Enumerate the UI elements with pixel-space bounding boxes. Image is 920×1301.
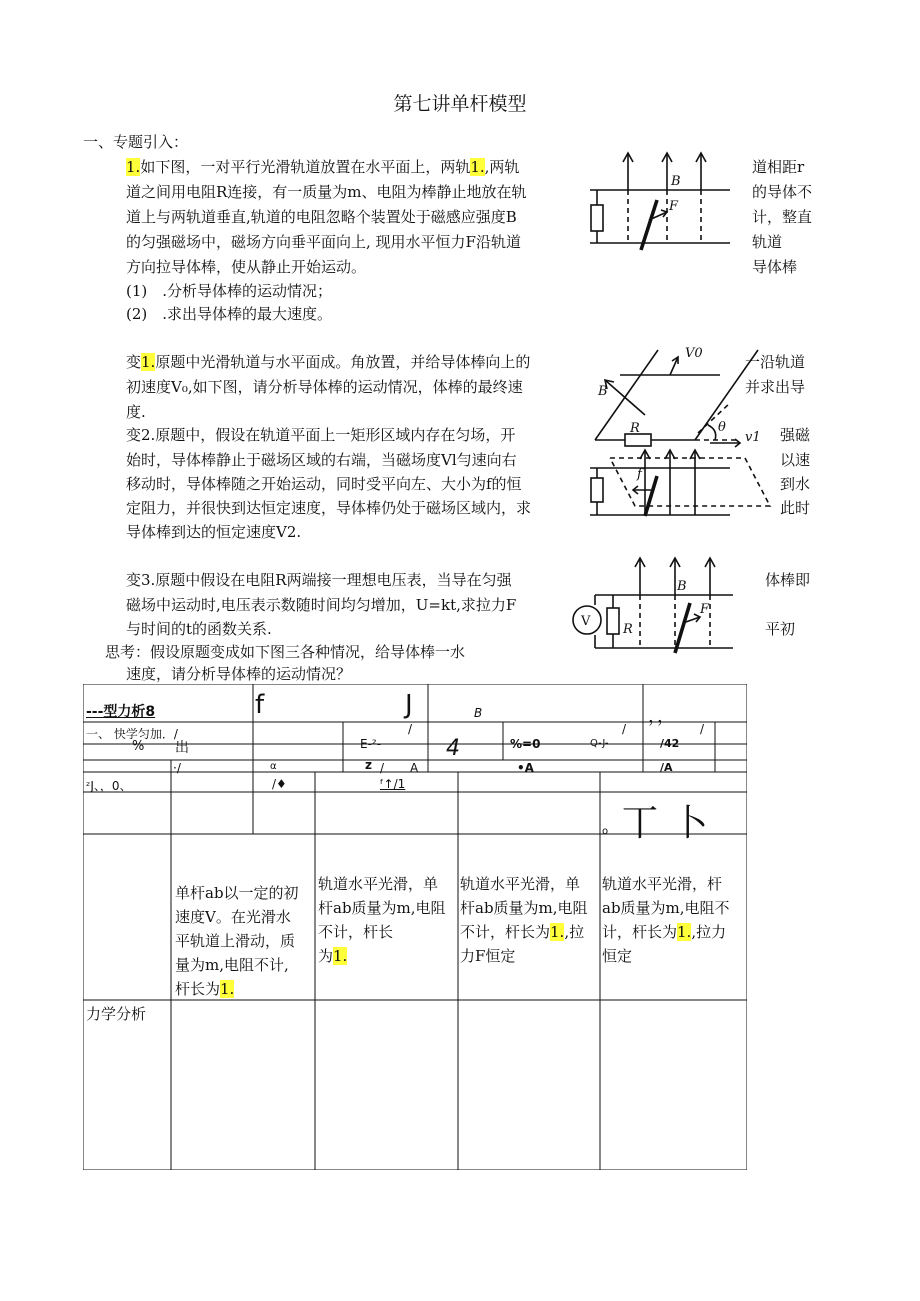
conductor-rod [675, 603, 690, 653]
table-fragment: α [270, 761, 277, 772]
table-fragment: ᶠ↑/1 [380, 777, 406, 791]
table-fragment: % [132, 739, 145, 754]
resistor [607, 608, 619, 634]
v2-line-2: 始时，导体棒静止于磁场区域的右端，当磁场度Vl勻速向右 [126, 451, 517, 469]
v2-side-2: 以速 [780, 451, 811, 469]
table-fragment: / [700, 722, 705, 736]
section-heading: 一、专题引入： [83, 133, 189, 151]
table-fragment: %=0 [510, 737, 541, 751]
table-row-label-mechanics: 力学分析 [86, 1005, 147, 1023]
table-cell-case-2: 轨道水平光滑，单 杆ab质量为m,电阻 不计，杆长 为1. [318, 875, 446, 965]
label-R: R [623, 622, 633, 637]
table-fragment: E-²- [360, 737, 382, 751]
figure-horizontal-rails [585, 150, 745, 255]
table-fragment: o [602, 826, 609, 837]
q1-side-4: 轨道 [752, 233, 783, 251]
q1-line-3: 道上与两轨道垂直,轨道的电阻忽略个装置处于磁感应强度B [126, 208, 517, 226]
figure-voltmeter [565, 555, 745, 660]
v2-line-4: 定阻力，并很快到达恒定速度，导体棒仍处于磁场区域内，求 [126, 499, 532, 517]
think-line-2: 速度，请分析导体棒的运动情况？ [126, 665, 352, 683]
v1-side-2: 并求出导 [745, 378, 806, 396]
table-fragment: 4 [446, 736, 460, 761]
label-B: B [598, 384, 608, 399]
q1-side-2: 的导体不 [752, 183, 813, 201]
table-fragment: •A [517, 761, 534, 775]
table-fragment: J [405, 690, 413, 720]
resistor [591, 478, 603, 502]
table-fragment: / [408, 722, 413, 736]
v3-line-3: 与时间的t的函数关系. [126, 620, 272, 638]
label-v0: V0 [685, 346, 703, 361]
q1-line-5: 方向拉导体棒，使从静止开始运动。 [126, 258, 367, 276]
table-fragment: ，， [648, 706, 675, 727]
v2-side-4: 此时 [780, 499, 811, 517]
label-F: F [700, 602, 710, 617]
table-fragment: ---型力析8 [86, 704, 156, 720]
table-fragment: 一、 快学匀加．/ [86, 727, 178, 741]
q1-line-1: 1.如下图，一对平行光滑轨道放置在水平面上，两轨1.,两轨 [126, 158, 520, 176]
table-fragment: /♦ [272, 777, 287, 791]
v2-side-1: 强磁 [780, 426, 811, 444]
q1-sub-2: (2) .求出导体棒的最大速度。 [126, 305, 333, 323]
page-title: 第七讲单杆模型 [393, 93, 527, 115]
conductor-rod [645, 476, 657, 516]
label-F: F [669, 199, 679, 214]
label-theta: θ [718, 420, 726, 435]
table-fragment: z [365, 758, 372, 772]
table-fragment: f [255, 690, 265, 720]
table-fragment: A [410, 761, 419, 775]
table-fragment: 卜 [672, 803, 709, 844]
v3-side-1: 体棒即 [765, 571, 811, 589]
v2-line-3: 移动时，导体棒随之开始运动，同时受平向左、大小为f的恒 [126, 475, 522, 493]
q1-number: 1. [126, 158, 141, 176]
q1-sub-1: (1) .分析导体棒的运动情况； [126, 282, 333, 300]
table-cell-case-3: 轨道水平光滑，单 杆ab质量为m,电阻 不计，杆长为1.,拉 力F恒定 [460, 875, 588, 965]
table-fragment: ᶻJ、，0、 [86, 779, 132, 793]
table-fragment: / [380, 761, 385, 775]
v3-line-2: 磁场中运动时,电压表示数随时间均匀增加，U=kt,求拉力F [126, 596, 517, 614]
table-fragment: /42 [660, 737, 680, 750]
table-fragment: / [622, 722, 627, 736]
v2-line-5: 导体棒到达的恒定速度V2. [126, 523, 302, 541]
q1-line-2: 道之间用电阻R连接，有一质量为m、电阻为棒静止地放在轨 [126, 183, 527, 201]
table-fragment: ·/ [173, 761, 181, 775]
q1-line-4: 的匀强磁场中，磁场方向垂平面向上, 现用水平恒力F沿轨道 [126, 233, 521, 251]
v1-side-1: 一沿轨道 [745, 353, 806, 371]
think-line-1: 思考：假设原题变成如下图三各种情况，给导体棒一水 [105, 643, 466, 661]
v1-line-2: 初速度V₀,如下图，请分析导体棒的运动情况，体棒的最终速 [126, 378, 523, 396]
q1-side-3: 计，整直 [752, 208, 813, 226]
v1-line-3: 度. [126, 403, 146, 421]
resistor [591, 205, 603, 231]
q1-side-1: 道相距r [752, 158, 805, 176]
label-R: R [630, 421, 640, 436]
figure-moving-field [585, 428, 775, 523]
table-fragment: B [474, 706, 483, 720]
label-B: B [677, 579, 687, 594]
label-v1: v1 [745, 430, 761, 445]
table-fragment: Q-J- [590, 738, 609, 749]
table-fragment: 丅 [622, 803, 659, 844]
table-fragment: 出 [175, 740, 189, 756]
label-V: V [581, 614, 591, 629]
field-arrow [605, 380, 645, 415]
q1-side-5: 导体棒 [752, 258, 798, 276]
table-cell-case-4: 轨道水平光滑，杆 ab质量为m,电阻不 计，杆长为1.,拉力 恒定 [602, 875, 730, 965]
v3-line-1: 变3.原题中假设在电阻R两端接一理想电压表，当导在匀强 [126, 571, 512, 589]
label-B: B [671, 174, 681, 189]
v1-line-1: 变1.原题中光滑轨道与水平面成。角放置，并给导体棒向上的 [126, 353, 531, 371]
label-f: f [637, 467, 642, 482]
field-region [610, 458, 770, 506]
v2-line-1: 变2.原题中，假设在轨道平面上一矩形区域内存在匀场，开 [126, 426, 516, 444]
v3-side-2: 平初 [765, 620, 796, 638]
table-fragment: /A [660, 761, 673, 774]
table-cell-case-1: 单杆ab以一定的初 速度V。在光滑水 平轨道上滑动，质 量为m,电阻不计, 杆长为1. [175, 884, 299, 998]
v2-side-3: 到水 [780, 475, 811, 493]
